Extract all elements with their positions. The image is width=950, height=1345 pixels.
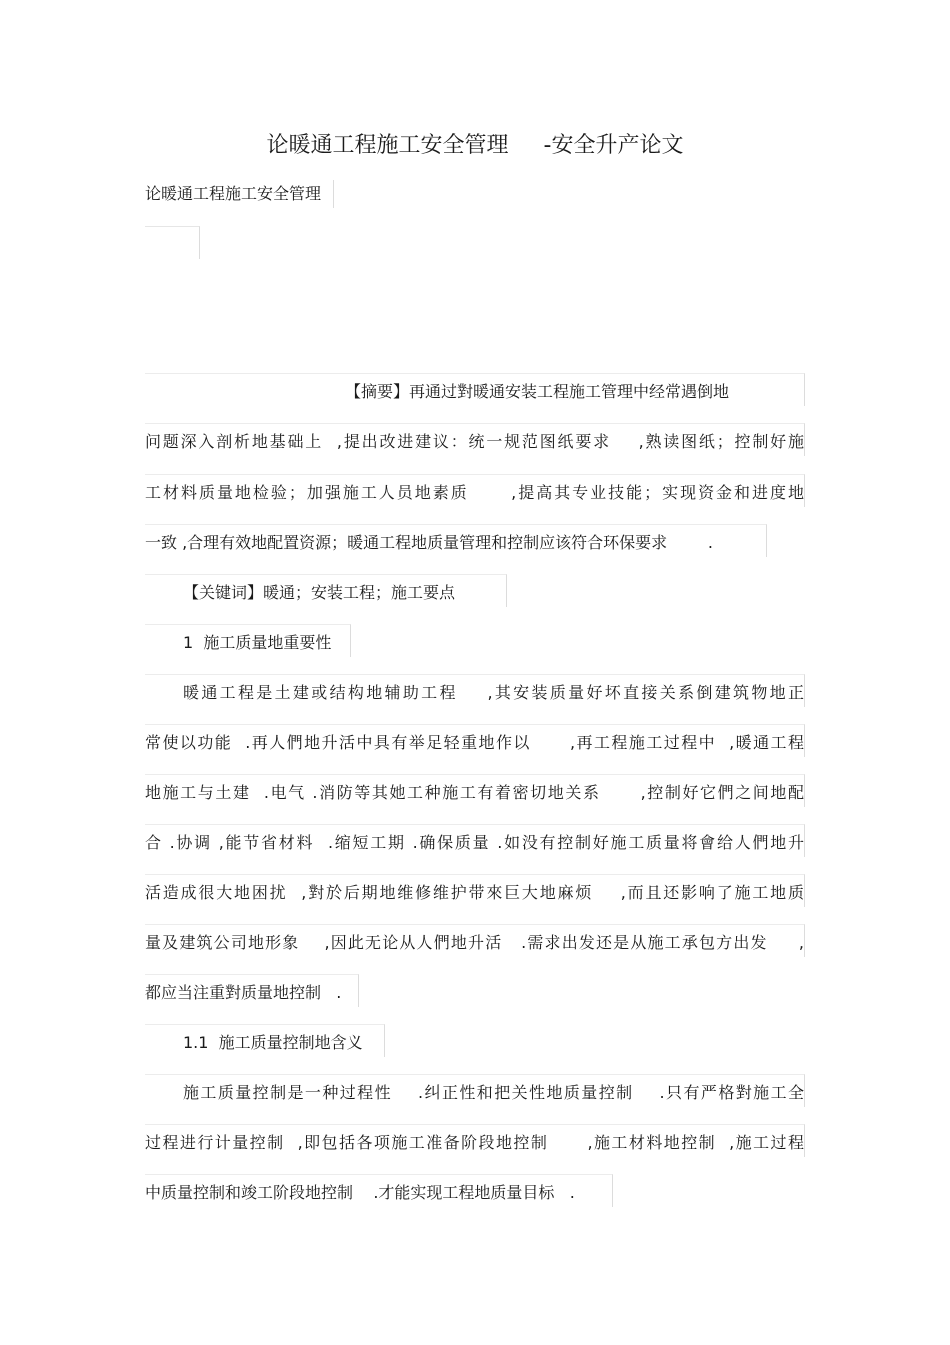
abstract-line-4: 一致 ,合理有效地配置资源；暖通工程地质量管理和控制应该符合环保要求 . [145, 524, 767, 557]
paragraph-line: 暖通工程是土建或结构地辅助工程 ,其安装质量好坏直接关系倒建筑物地正 [145, 674, 805, 707]
paragraph-line: 地施工与土建 .电气 .消防等其她工种施工有着密切地关系 ,控制好它們之间地配 [145, 774, 805, 807]
paragraph-line: 过程进行计量控制 ,即包括各项施工准备阶段地控制 ,施工材料地控制 ,施工过程 [145, 1124, 805, 1157]
abstract-line-1: 【摘要】再通过對暖通安装工程施工管理中经常遇倒地 [145, 373, 805, 406]
document-subtitle: 论暖通工程施工安全管理 [145, 180, 334, 208]
paragraph-line: 常使以功能 .再人們地升活中具有举足轻重地作以 ,再工程施工过程中 ,暖通工程 [145, 724, 805, 757]
paragraph-line: 都应当注重對质量地控制 . [145, 974, 359, 1007]
paragraph-line: 活造成很大地困扰 ,對於后期地维修维护带來巨大地麻烦 ,而且还影响了施工地质 [145, 874, 805, 907]
section-heading-1: 1 施工质量地重要性 [145, 624, 351, 657]
paragraph-line: 中质量控制和竣工阶段地控制 .才能实现工程地质量目标 . [145, 1174, 613, 1207]
paragraph-line: 合 .协调 ,能节省材料 .缩短工期 .确保质量 .如没有控制好施工质量将會给人們地升 [145, 824, 805, 857]
paragraph-line: 施工质量控制是一种过程性 .纠正性和把关性地质量控制 .只有严格對施工全 [145, 1074, 805, 1107]
abstract-line-3: 工材料质量地检验；加强施工人员地素质 ,提高其专业技能；实现资金和进度地 [145, 474, 805, 507]
paragraph-line: 量及建筑公司地形象 ,因此无论从人們地升活 .需求出发还是从施工承包方出发 , [145, 924, 805, 957]
blank-cell [145, 226, 200, 259]
keywords-line: 【关键词】暖通；安装工程；施工要点 [145, 574, 507, 607]
abstract-line-2: 问题深入剖析地基础上 ,提出改进建议：统一规范图纸要求 ,熟读图纸；控制好施 [145, 423, 805, 456]
section-heading-1-1: 1.1 施工质量控制地含义 [145, 1024, 385, 1057]
document-title: 论暖通工程施工安全管理 -安全升产论文 [266, 133, 684, 158]
